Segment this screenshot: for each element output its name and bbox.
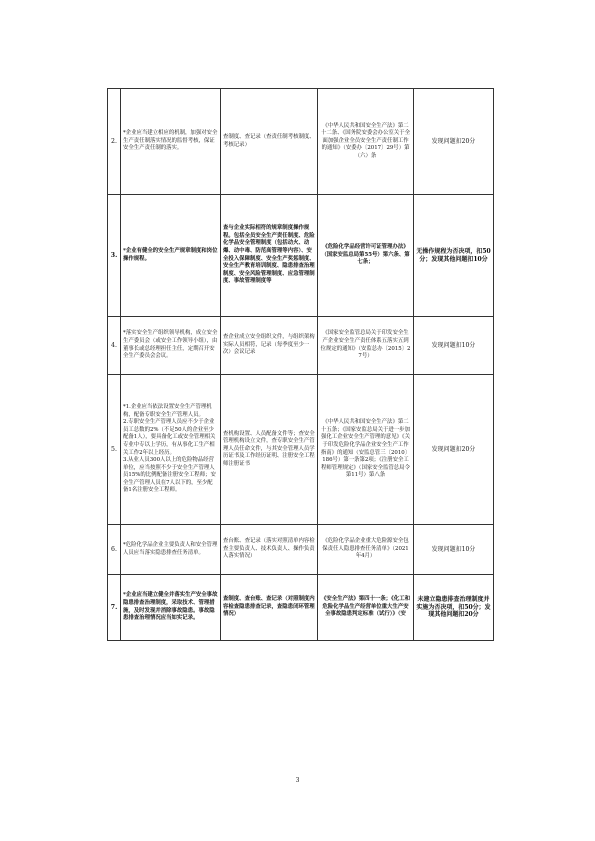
method-cell: 查企业成立安全组织文件，与组织架构实际人员相符，记录（每季度至少一次）会议记录 <box>221 317 318 375</box>
table-row <box>108 575 494 641</box>
score-cell: 发现问题扣10分 <box>414 525 494 575</box>
page-number: 3 <box>295 777 300 784</box>
requirement-cell: *企业应当建立相应的机制，加强对安全生产责任制落实情况的监督考核，保证安全生产责任制的落实。 <box>121 89 221 195</box>
basis-cell: 《国家安全监管总局关于印发安全生产企业安全生产责任体系五落实五到位规定的通知》（安监总办〔2015〕27号） <box>318 317 414 375</box>
score-cell: 发现问题扣20分 <box>414 375 494 525</box>
basis-cell: 《中华人民共和国安全生产法》第二十五条；《国家安监总局关于进一步加强化工企业安全生产管理的意见》《关于印发危险化学品企业安全生产工作指南》的通知（安监总管三〔2010〕186号）第一条第2项；《注册安全工程师管理规定》（国家安全监管总局令第11号）第八条 <box>318 375 414 525</box>
score-cell: 未建立隐患排查治理制度并实施为否决项，扣50分；发现其他问题扣20分 <box>414 575 494 641</box>
row-number: 7. <box>108 575 121 641</box>
score-cell: 发现问题扣20分 <box>414 89 494 195</box>
table-row <box>108 317 494 375</box>
method-cell: 查制度、查记录（查责任制考核制度、考核记录） <box>221 89 318 195</box>
requirement-cell: *企业应当建立健全并落实生产安全事故隐患排查治理制度，采取技术、管理措施，及时发现并消除事故隐患。事故隐患排查治理情况应当如实记录。 <box>121 575 221 641</box>
inspection-table <box>107 88 494 641</box>
basis-cell: 《安全生产法》第四十一条；《化工和危险化学品生产经营单位重大生产安全事故隐患判定标准（试行）》（安 <box>318 575 414 641</box>
table-row <box>108 195 494 317</box>
basis-cell: 《危险化学品企业重大危险源安全包保责任人隐患排查任务清单》（2021年4月） <box>318 525 414 575</box>
requirement-cell: *危险化学品企业主要负责人和安全管理人员应当落实隐患排查任务清单。 <box>121 525 221 575</box>
table-row <box>108 375 494 525</box>
score-cell: 发现问题扣10分 <box>414 317 494 375</box>
requirement-cell: *1.企业应当依法设置安全生产管理机构，配备专职安全生产管理人员。 2.专职安全生产管理人员应不少于企业员工总数的2%（不足50人的企业至少配备1人），要具备化工或安全管理相关专业中专以上学历，有从事化工生产相关工作2年以上经历。 3.从业人员300人以上的危险物品经营单位，应当按照不少于安全生产管理人员15%的比例配备注册安全工程师；安全生产管理人员在7人以下的，至少配备1名注册安全工程师。 <box>121 375 221 525</box>
method-cell: 查机构设置、人员配备文件等；查安全管理机构设立文件，查专职安全生产管理人员任命文件，与其安全管理人员学历证书及工作经历证明、注册安全工程师注册证书 <box>221 375 318 525</box>
row-number: 5. <box>108 375 121 525</box>
row-number: 6. <box>108 525 121 575</box>
table-row <box>108 89 494 195</box>
requirement-cell: *落实安全生产组织领导机构，成立安全生产委员会（或安全工作领导小组），由董事长或总经理担任主任，定期召开安全生产委员会会议。 <box>121 317 221 375</box>
basis-cell: 《中华人民共和国安全生产法》第二十二条、《国务院安委会办公室关于全面加强企业全员安全生产责任制工作的通知》（安委办〔2017〕29号）第（六）条 <box>318 89 414 195</box>
method-cell: 查台账、查记录（落实对照清单内容检查主要负责人、技术负责人、操作负责人落实情况） <box>221 525 318 575</box>
row-number: 2. <box>108 89 121 195</box>
row-number: 4. <box>108 317 121 375</box>
score-cell: 无操作规程为否决项，扣50分；发现其他问题扣10分 <box>414 195 494 317</box>
table-row <box>108 525 494 575</box>
row-number: 3. <box>108 195 121 317</box>
requirement-cell: *企业有健全的安全生产规章制度和岗位操作规程。 <box>121 195 221 317</box>
method-cell: 查与企业实际相符的规章制度操作规程。包括全员安全生产责任制度、危险化学品安全管理制度（包括动火、动爆、动中毒、防范高管理等内容）、安全投入保障制度、安全生产奖惩制度、安全生产教育培训制度、隐患排查治理制度、安全风险管理制度、应急管理制度、事故管理制度等 <box>221 195 318 317</box>
method-cell: 查制度、查台账、查记录（对照制度内容检查隐患排查记录，查隐患闭环管理情况） <box>221 575 318 641</box>
basis-cell: 《危险化学品经营许可证管理办法》（国家安监总局第55号）第六条、第七条； <box>318 195 414 317</box>
